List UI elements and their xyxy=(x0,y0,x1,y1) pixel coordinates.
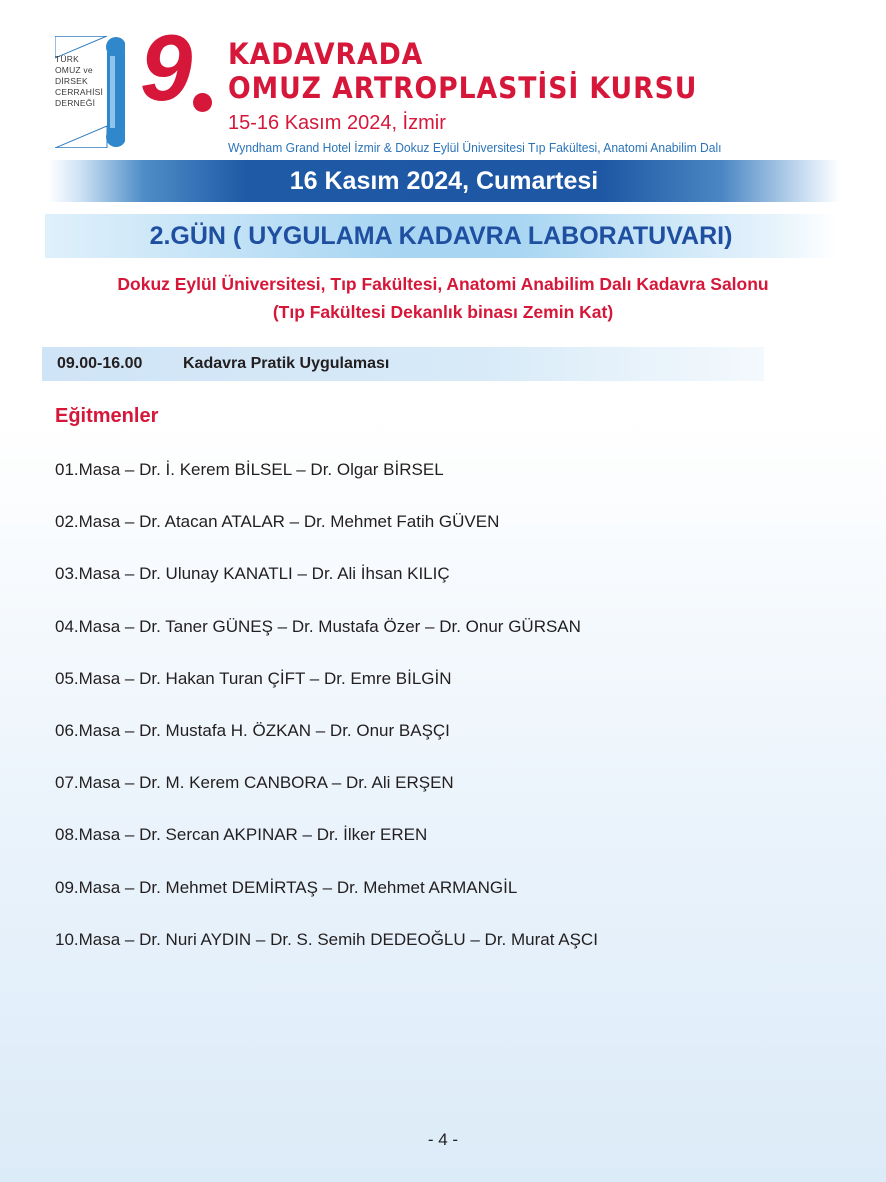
list-item: 05.Masa – Dr. Hakan Turan ÇİFT – Dr. Emre BİLGİN xyxy=(55,668,452,688)
logo-line: DİRSEK xyxy=(55,76,88,86)
instructors-heading: Eğitmenler xyxy=(55,405,159,427)
session-time: 09.00-16.00 xyxy=(57,355,143,372)
location-line2: (Tıp Fakültesi Dekanlık binası Zemin Kat) xyxy=(272,302,614,322)
list-item: 08.Masa – Dr. Sercan AKPINAR – Dr. İlker EREN xyxy=(55,825,428,845)
location-line1: Dokuz Eylül Üniversitesi, Tıp Fakültesi, Anatomi Anabilim Dalı Kadavra Salonu xyxy=(117,274,769,294)
session-row xyxy=(42,347,764,381)
list-item: 07.Masa – Dr. M. Kerem CANBORA – Dr. Ali ERŞEN xyxy=(55,773,454,793)
list-item: 10.Masa – Dr. Nuri AYDIN – Dr. S. Semih DEDEOĞLU – Dr. Murat AŞCI xyxy=(55,929,598,949)
list-item: 01.Masa – Dr. İ. Kerem BİLSEL – Dr. Olgar BİRSEL xyxy=(55,460,444,479)
session-label: Kadavra Pratik Uygulaması xyxy=(183,355,390,372)
list-item: 02.Masa – Dr. Atacan ATALAR – Dr. Mehmet Fatih GÜVEN xyxy=(55,512,500,532)
list-item: 09.Masa – Dr. Mehmet DEMİRTAŞ – Dr. Mehmet ARMANGİL xyxy=(55,877,518,897)
logo-line: DERNEĞİ xyxy=(55,98,96,108)
course-venue: Wyndham Grand Hotel İzmir & Dokuz Eylül Üniversitesi Tıp Fakültesi, Anatomi Anabilim Dalı xyxy=(228,140,722,155)
day-banner: 16 Kasım 2024, Cumartesi xyxy=(289,167,599,195)
list-item: 04.Masa – Dr. Taner GÜNEŞ – Dr. Mustafa Özer – Dr. Onur GÜRSAN xyxy=(55,616,581,636)
course-title-line2: OMUZ ARTROPLASTİSİ KURSU xyxy=(228,71,698,105)
edition-dot xyxy=(193,93,212,112)
logo-line: TÜRK xyxy=(55,54,79,64)
table-assignment-list xyxy=(55,456,855,978)
edition-number: 9 xyxy=(140,15,189,120)
logo-line: CERRAHİSİ xyxy=(55,87,104,97)
list-item: 03.Masa – Dr. Ulunay KANATLI – Dr. Ali İhsan KILIÇ xyxy=(55,564,450,584)
society-logo xyxy=(55,36,125,148)
page-number: - 4 - xyxy=(427,1130,459,1149)
course-title-line1: KADAVRADA xyxy=(228,37,424,71)
list-item: 06.Masa – Dr. Mustafa H. ÖZKAN – Dr. Onur BAŞÇI xyxy=(55,720,450,740)
logo-text xyxy=(55,54,107,109)
course-dates: 15-16 Kasım 2024, İzmir xyxy=(228,112,446,134)
day-title: 2.GÜN ( UYGULAMA KADAVRA LABORATUVARI) xyxy=(149,222,733,250)
logo-line: OMUZ ve xyxy=(55,65,93,75)
